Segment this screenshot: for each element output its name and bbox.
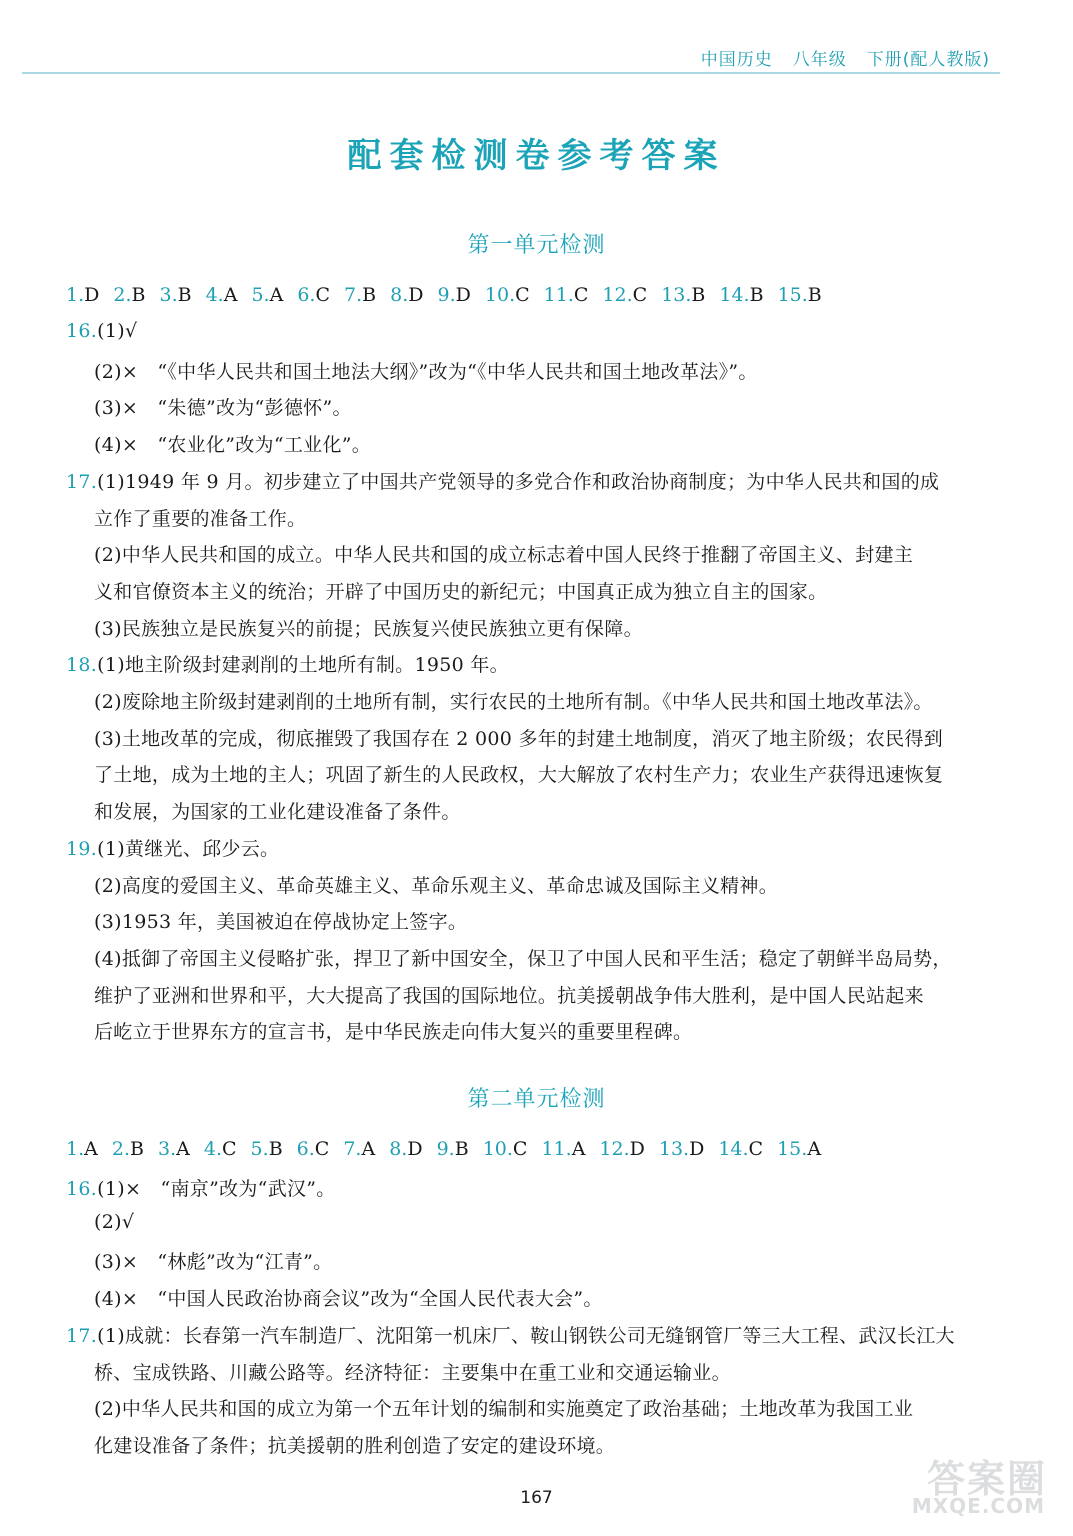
answer-letter: A [223,284,238,306]
answer-letter: D [84,284,100,306]
header-grade: 八年级 [792,50,847,70]
choice-answer [602,284,647,306]
answer-line [94,1358,731,1385]
answer-letter: B [268,1138,283,1160]
answer-letter: B [130,1138,144,1160]
answer-line [94,760,943,787]
unit2-choice-answers [66,1138,835,1160]
question-number: 3. [159,284,178,306]
choice-answer [541,1138,585,1160]
answer-line [66,650,509,677]
question-number: 7. [343,1138,362,1160]
choice-answer [206,284,238,306]
answer-letter: B [177,284,192,306]
answer-text: (2)× “《中华人民共和国土地法大纲》”改为“《中华人民共和国土地改革法》”。 [94,360,758,383]
answer-line [94,430,371,457]
question-number: 9. [437,284,456,306]
answer-line [66,1321,955,1348]
answer-line [66,834,279,861]
answer-text: (1)黄继光、邱少云。 [97,837,280,860]
choice-answer [159,284,191,306]
answer-text: (2)√ [94,1210,135,1233]
answer-text: (1)成就：长春第一汽车制造厂、沈阳第一机床厂、鞍山钢铁公司无缝钢管厂等三大工程、武汉长江大 [97,1324,955,1347]
answer-text: 后屹立于世界东方的宣言书，是中华民族走向伟大复兴的重要里程碑。 [94,1021,693,1044]
answer-letter: C [632,284,648,306]
answer-text: 了土地，成为土地的主人；巩固了新生的人民政权，大大解放了农村生产力；农业生产获得迅速恢复 [94,764,944,787]
question-number: 13. [658,1138,690,1160]
answer-line [94,871,778,898]
choice-answer [438,284,471,306]
answer-letter: A [176,1138,190,1160]
answer-line [94,1284,603,1311]
answer-letter: C [515,284,530,306]
question-number: 16. [66,320,98,342]
choice-answer [437,1138,469,1160]
answer-line [94,393,352,420]
choice-answer [718,1138,763,1160]
answer-text: 和发展，为国家的工业化建设准备了条件。 [94,801,461,824]
answer-line [94,540,913,567]
answer-text: 桥、宝成铁路、川藏公路等。经济特征：主要集中在重工业和交通运输业。 [94,1361,731,1384]
choice-answer [66,1138,98,1160]
choice-answer [251,284,283,306]
answer-letter: B [807,284,822,306]
answer-letter: C [573,284,589,306]
answer-line [94,907,467,934]
answer-line [94,614,643,641]
question-number: 6. [297,284,316,306]
answer-text: (3)民族独立是民族复兴的前提；民族复兴使民族独立更有保障。 [94,617,643,640]
header-subject: 中国历史 [700,50,773,70]
answer-line [94,1211,134,1233]
answer-text: 义和官僚资本主义的统治；开辟了中国历史的新纪元；中国真正成为独立自主的国家。 [94,580,828,603]
question-number: 3. [157,1138,177,1160]
answer-letter: D [689,1138,705,1160]
question-number: 6. [296,1138,315,1160]
answer-text: (4)抵御了帝国主义侵略扩张，捍卫了新中国安全，保卫了中国人民和平生活；稳定了朝鲜半岛局势， [94,947,952,970]
choice-answer [390,284,423,306]
answer-letter: B [454,1138,469,1160]
question-number: 13. [661,284,692,306]
answer-text: (4)× “农业化”改为“工业化”。 [94,434,372,457]
answer-letter: C [314,1138,330,1160]
answer-line [94,687,933,714]
question-number: 15. [777,284,808,306]
answer-letter: C [512,1138,528,1160]
watermark-logo [883,1446,1053,1526]
unit1-title: 第一单元检测 [467,233,606,258]
answer-line [66,1174,336,1201]
question-number: 5. [250,1138,269,1160]
question-number: 14. [718,1138,749,1160]
page-title: 配套检测卷参考答案 [347,136,726,176]
choice-answer [344,284,376,306]
choice-answer [112,1138,144,1160]
question-number: 11. [541,1138,572,1160]
unit2-title: 第二单元检测 [467,1087,606,1112]
answer-text: (3)× “朱德”改为“彭德怀”。 [94,397,352,420]
choice-answer [389,1138,422,1160]
answer-text: (1)地主阶级封建剥削的土地所有制。1950 年。 [97,654,509,677]
question-number: 1. [66,284,85,306]
answer-text: (1)× “南京”改为“武汉”。 [97,1178,336,1200]
question-number: 18. [66,654,98,677]
answer-text: (1)√ [97,320,138,342]
question-number: 10. [482,1138,513,1160]
answer-text: (3)土地改革的完成，彻底摧毁了我国存在 2 000 多年的封建土地制度，消灭了地主阶级；农民得到 [94,727,944,750]
question-number: 17. [66,470,98,493]
answer-letter: D [629,1138,645,1160]
choice-answer [158,1138,190,1160]
choice-answer [485,284,530,306]
answer-text: 化建设准备了条件；抗美援朝的胜利创造了安定的建设环境。 [94,1434,616,1457]
answer-line [94,724,943,751]
page-number: 167 [520,1488,553,1508]
answer-line [94,1394,913,1421]
answer-letter: A [84,1138,98,1160]
answer-line [94,577,827,604]
answer-line [94,504,306,531]
choice-answer [297,1138,330,1160]
answer-text: 立作了重要的准备工作。 [94,507,307,530]
choice-answer [251,1138,283,1160]
answer-letter: D [455,284,471,306]
answer-text: (2)中华人民共和国的成立。中华人民共和国的成立标志着中国人民终于推翻了帝国主义、封建主 [94,544,914,567]
answer-letter: A [571,1138,586,1160]
question-number: 7. [344,284,363,306]
header-rule [22,72,1000,74]
answer-line [94,1017,692,1044]
question-number: 17. [66,1324,98,1347]
choice-answer [778,284,822,306]
choice-answer [204,1138,237,1160]
question-number: 11. [543,284,574,306]
question-number: 12. [599,1138,630,1160]
answer-letter: D [407,1138,423,1160]
choice-answer [599,1138,644,1160]
question-number: 1. [66,1138,85,1160]
answer-letter: C [748,1138,764,1160]
answer-text: 维护了亚洲和世界和平，大大提高了我国的国际地位。抗美援朝战争伟大胜利，是中国人民站起来 [94,984,924,1007]
answer-letter: C [315,284,331,306]
choice-answer [113,284,145,306]
answer-text: (3)1953 年，美国被迫在停战协定上签字。 [94,911,468,934]
answer-line [94,1431,615,1458]
choice-answer [544,284,589,306]
choice-answer [661,284,705,306]
question-number: 14. [719,284,750,306]
question-number: 5. [251,284,270,306]
choice-answer [719,284,763,306]
choice-answer [483,1138,528,1160]
answer-letter: B [131,284,146,306]
choice-answer [343,1138,375,1160]
question-number: 8. [390,284,409,306]
answer-letter: A [269,284,284,306]
question-number: 2. [113,284,132,306]
question-number: 16. [66,1178,98,1200]
header-edition: 下册(配人教版) [866,50,990,70]
question-number: 4. [205,284,224,306]
answer-letter: D [408,284,424,306]
answer-line [66,467,939,494]
answer-text: (1)1949 年 9 月。初步建立了中国共产党领导的多党合作和政治协商制度；为中华人民共和国的成 [97,470,940,493]
question-number: 9. [436,1138,455,1160]
unit1-choice-answers [66,284,836,306]
choice-answer [297,284,330,306]
question-number: 4. [203,1138,222,1160]
answer-line [94,981,924,1008]
answer-letter: A [807,1138,822,1160]
answer-letter: C [222,1138,237,1160]
answer-text: (2)高度的爱国主义、革命英雄主义、革命乐观主义、革命忠诚及国际主义精神。 [94,874,779,897]
question-number: 2. [111,1138,131,1160]
question-number: 15. [777,1138,808,1160]
choice-answer [659,1138,704,1160]
answer-text: (2)中华人民共和国的成立为第一个五年计划的编制和实施奠定了政治基础；土地改革为我国工业 [94,1398,914,1421]
running-header [681,45,990,70]
answer-letter: B [691,284,706,306]
choice-answer [777,1138,821,1160]
choice-answer [66,284,99,306]
question-number: 8. [389,1138,408,1160]
answer-text: (4)× “中国人民政治协商会议”改为“全国人民代表大会”。 [94,1288,603,1311]
watermark-main: 答案圈 [926,1457,1047,1501]
answer-letter: B [749,284,764,306]
answer-line [94,944,952,971]
answer-line [66,320,137,342]
answer-text: (2)废除地主阶级封建剥削的土地所有制，实行农民的土地所有制。《中华人民共和国土地改革法》。 [94,691,933,713]
answer-letter: B [362,284,377,306]
answer-line [94,797,461,824]
answer-line [94,357,758,384]
answer-text: (3)× “林彪”改为“江青”。 [94,1251,333,1274]
question-number: 12. [602,284,633,306]
watermark-sub: MXQE.COM [911,1494,1045,1518]
question-number: 10. [484,284,516,306]
answer-letter: A [361,1138,376,1160]
question-number: 19. [66,837,98,860]
answer-line [94,1247,333,1274]
